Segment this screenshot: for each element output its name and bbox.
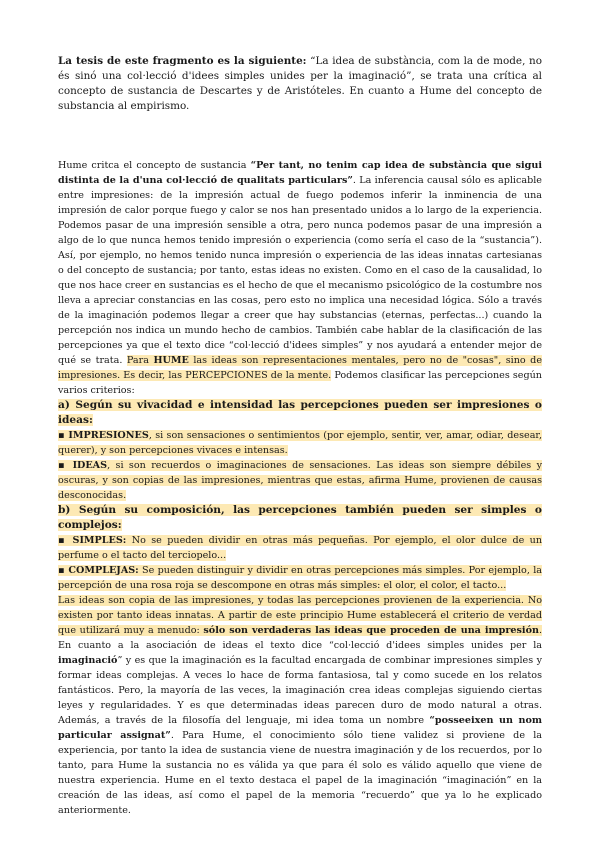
heading-vivacity: a) Según su vivacidad e intensidad las percepciones pueden ser impresiones o ideas: [58,399,542,426]
item-simples: ▪ SIMPLES: No se pueden dividir en otras más pequeñas. Por ejemplo, el olor dulce de un perfume o el tacto del terciopelo... [58,535,543,561]
item-impresiones: ▪ IMPRESIONES, si son sensaciones o sentimientos (por ejemplo, sentir, ver, amar, odiar, desear, querer), y son percepciones vivaces e intensas. [58,430,542,456]
thesis-quote: “La idea de substància, com la de mode, no és sinó una col·lecció d'idees simples unides per la imaginació” [58,55,542,82]
substance-quote: “Per tant, no tenim cap idea de substància que sigui distinta de la d'una col·lecció de qualitats particulars” [58,160,543,186]
paragraph-substance: Hume critca el concepto de sustancia “Per tant, no tenim cap idea de substància que sigui distinta de la d'una col·lecció de qualitats particulars”. La inferencia causal sólo es aplicable entre impresiones: de la impresión actual de fuego podemos inferir la inminencia de una impresión de calor porque fuego y calor se nos han presentado unidos a lo largo de la experiencia. Podemos pasar de una impresión sensible a otra, pero nunca podemos pasar de una impresión a algo de lo que nunca hemos tenido impresión o experiencia (como sería el caso de la “sustancia”). Así, por ejemplo, no hemos tenido nunca impresión o experiencia de las ideas innatas cartesianas o del concepto de sustancia; por tanto, estas ideas no existen. Como en el caso de la causalidad, lo que nos hace creer en sustancias es el hecho de que el mecanismo psicológico de la costumbre nos lleva a apreciar constancias en las cosas, pero esto no implica una necesidad lógica. Sólo a través de la imaginación podemos llegar a creer que hay substancias (eternas, perfectas...) cuando la percepción nos indica un mundo hecho de cambios. También cabe hablar de la clasificación de las percepciones ya que el texto dice “col·lecció d'idees simples” y nos ayudará a entender mejor de qué se trata. Para HUME las ideas son representaciones mentales, pero no de "cosas", sino de impresiones. Es decir, las PERCEPCIONES de la mente. Podemos clasificar las percepciones según varios criterios: [58,160,543,396]
name-quote: “posseeixen un nom particular assignat” [58,715,543,741]
thesis-label: La tesis de este fragmento es la siguiente: [58,55,307,67]
thesis-rest: , se trata una crítica al concepto de sustancia de Descartes y de Aristóteles. En cuanto a Hume del concepto de substancia al empirismo. [58,70,542,112]
heading-composition: b) Según su composición, las percepciones también pueden ser simples o complejos: [58,504,542,531]
item-ideas: ▪ IDEAS, si son recuerdos o imaginaciones de sensaciones. Las ideas son siempre débiles y oscuras, y son copias de las impresiones, mientras que estas, afirma Hume, provienen de causas desconocidas. [58,460,542,501]
paragraph-imagination: Las ideas son copia de las impresiones, y todas las percepciones provienen de la experiencia. No existen por tanto ideas innatas. A partir de este principio Hume establecerá el criterio de verdad que utilizará muy a menudo: sólo son verdaderas las ideas que proceden de una impresión. En cuanto a la asociación de ideas el texto dice “col·lecció d'idees simples unides per la imaginació” y es que la imaginación es la facultad encargada de combinar impresiones simples y formar ideas complejas. A veces lo hace de forma fantasiosa, tal y como sucede en los relatos fantásticos. Pero, la mayoría de las veces, la imaginación crea ideas complejas siguiendo ciertas leyes y regularidades. Y es que determinadas ideas parecen duro de modo natural a otras. Además, a través de la filosofía del lenguaje, mi idea toma un nombre “posseeixen un nom particular assignat”. Para Hume, el conocimiento sólo tiene validez si proviene de la experiencia, por tanto la idea de sustancia viene de nuestra imaginación y de los recuerdos, por lo tanto, para Hume la sustancia no es válida ya que para él solo es válido aquello que viene de nuestra experiencia. Hume en el texto destaca el papel de la imaginación “imaginación” en la creación de las ideas, así como el papel de la memoria “recuerdo” que ya lo he explicado anteriormente. [58,595,543,816]
highlight-hume-ideas: Para HUME las ideas son representaciones mentales, pero no de "cosas", sino de impresiones. Es decir, las PERCEPCIONES de la mente. [58,355,542,381]
item-complejas: ▪ COMPLEJAS: Se pueden distinguir y dividir en otras percepciones más simples. Por ejemplo, la percepción de una rosa roja se descompone en otras más simples: el olor, el color, el tacto... [58,565,542,591]
intro-paragraph [58,54,542,114]
highlight-copy-principle: Las ideas son copia de las impresiones, y todas las percepciones provienen de la experiencia. No existen por tanto ideas innatas. A partir de este principio Hume establecerá el criterio de verdad que utilizará muy a menudo: sólo son verdaderas las ideas que proceden de una impresión. [58,595,543,636]
main-text [58,158,542,818]
